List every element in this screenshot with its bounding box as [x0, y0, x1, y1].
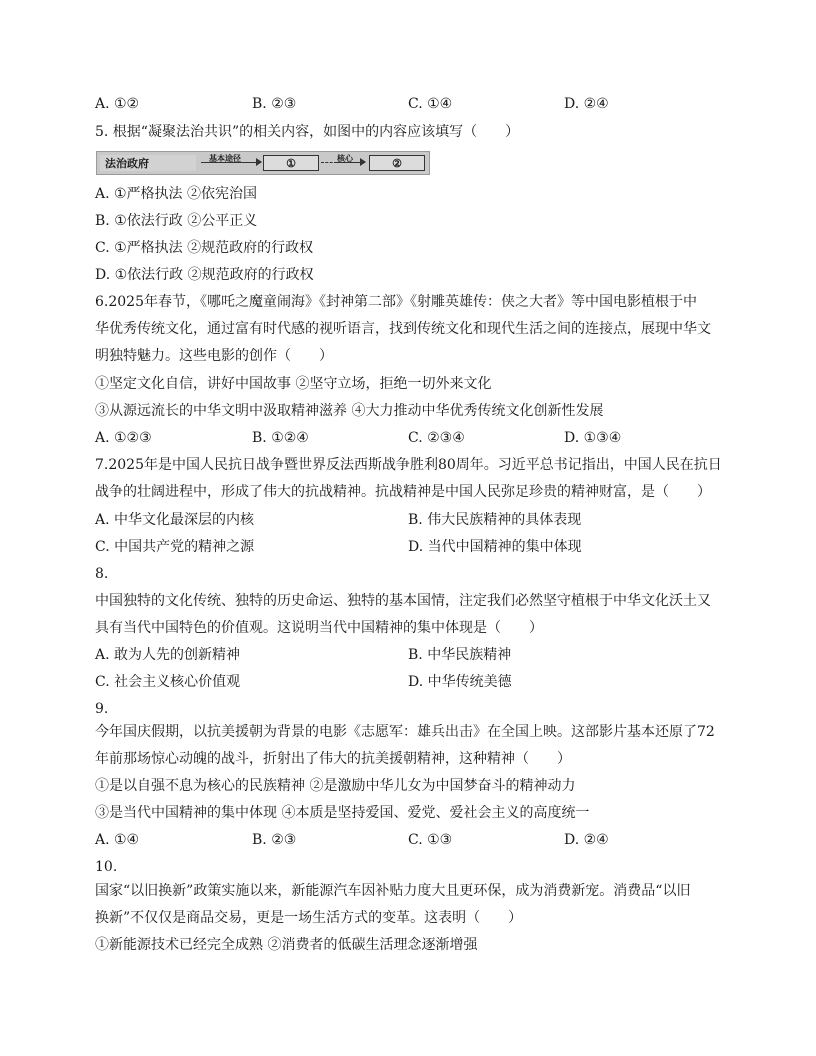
q9-option-b: B. ②③ [252, 832, 297, 848]
q7-option-c: C. 中国共产党的精神之源 [95, 539, 255, 555]
q10-stem-line-1: 国家“以旧换新”政策实施以来，新能源汽车因补贴力度大且更环保，成为消费新宠。消费品“以旧 [95, 883, 691, 899]
q6-stem-line-2: 华优秀传统文化，通过富有时代感的视听语言，找到传统文化和现代生活之间的连接点，展现中华文 [95, 321, 711, 337]
q8-option-a: A. 敢为人先的创新精神 [95, 647, 241, 663]
q5-option-a: A. ①严格执法 ②依宪治国 [95, 186, 258, 202]
diagram-arrow-2 [337, 162, 365, 163]
q6-option-d: D. ①③④ [564, 430, 622, 446]
q5-diagram [96, 151, 430, 175]
q9-statement-2: ③是当代中国精神的集中体现 ④本质是坚持爱国、爱党、爱社会主义的高度统一 [95, 805, 590, 821]
q5-option-b: B. ①依法行政 ②公平正义 [95, 213, 258, 229]
q7-stem-line-1: 7.2025年是中国人民抗日战争暨世界反法西斯战争胜利80周年。习近平总书记指出，中国人民在抗日 [95, 457, 722, 473]
q6-statement-2: ③从源远流长的中华文明中汲取精神滋养 ④大力推动中华优秀传统文化创新性发展 [95, 403, 604, 419]
q6-statement-1: ①坚定文化自信，讲好中国故事 ②坚守立场，拒绝一切外来文化 [95, 376, 492, 392]
q10-stem-line-2: 换新”不仅仅是商品交易，更是一场生活方式的变革。这表明（ ） [95, 910, 523, 926]
q5-stem: 5. 根据“凝聚法治共识”的相关内容，如图中的内容应该填写（ ） [95, 124, 520, 140]
q5-option-d: D. ①依法行政 ②规范政府的行政权 [95, 267, 314, 283]
q4-option-a: A. ①② [95, 96, 140, 112]
q8-option-b: B. 中华民族精神 [408, 647, 512, 663]
q9-option-a: A. ①④ [95, 832, 140, 848]
q9-option-d: D. ②④ [564, 832, 609, 848]
q9-option-c: C. ①③ [408, 832, 453, 848]
q6-option-b: B. ①②④ [252, 430, 309, 446]
q6-stem-line-1: 6.2025年春节，《哪吒之魔童闹海》《封神第二部》《射雕英雄传：侠之大者》等中国电影植根于中 [95, 294, 697, 310]
q5-option-c: C. ①严格执法 ②规范政府的行政权 [95, 240, 314, 256]
q4-option-c: C. ①④ [408, 96, 453, 112]
diagram-box-2: ② [369, 155, 425, 171]
q9-stem-line-1: 今年国庆假期，以抗美援朝为背景的电影《志愿军：雄兵出击》在全国上映。这部影片基本还原了72 [95, 724, 715, 740]
q4-option-d: D. ②④ [564, 96, 609, 112]
diagram-arrow-1 [201, 162, 261, 163]
q6-option-a: A. ①②③ [95, 430, 152, 446]
q8-stem-line-1: 中国独特的文化传统、独特的历史命运、独特的基本国情，注定我们必然坚守植根于中华文化沃土又 [95, 593, 711, 609]
diagram-label-2: 核心 [337, 153, 353, 163]
diagram-label-1: 基本途径 [209, 153, 241, 163]
q10-statement-1: ①新能源技术已经完全成熟 ②消费者的低碳生活理念逐渐增强 [95, 937, 478, 953]
q8-stem-line-2: 具有当代中国特色的价值观。这说明当代中国精神的集中体现是（ ） [95, 620, 543, 636]
diagram-start-box: 法治政府 [100, 155, 196, 171]
q7-option-d: D. 当代中国精神的集中体现 [408, 539, 582, 555]
q8-option-c: C. 社会主义核心价值观 [95, 674, 241, 690]
q9-stem-line-2: 年前那场惊心动魄的战斗，折射出了伟大的抗美援朝精神，这种精神（ ） [95, 751, 571, 767]
q7-option-a: A. 中华文化最深层的内核 [95, 512, 255, 528]
q6-option-c: C. ②③④ [408, 430, 465, 446]
q10-number: 10. [95, 859, 118, 875]
q6-stem-line-3: 明独特魅力。这些电影的创作（ ） [95, 348, 333, 364]
q7-stem-line-2: 战争的壮阔进程中，形成了伟大的抗战精神。抗战精神是中国人民弥足珍贵的精神财富，是（ ） [95, 484, 711, 500]
q9-statement-1: ①是以自强不息为核心的民族精神 ②是激励中华儿女为中国梦奋斗的精神动力 [95, 778, 576, 794]
diagram-dash [321, 162, 337, 163]
diagram-box-1: ① [263, 155, 319, 171]
q9-number: 9. [95, 701, 109, 717]
q7-option-b: B. 伟大民族精神的具体表现 [408, 512, 582, 528]
q4-option-b: B. ②③ [252, 96, 297, 112]
q8-number: 8. [95, 566, 109, 582]
q8-option-d: D. 中华传统美德 [408, 674, 512, 690]
